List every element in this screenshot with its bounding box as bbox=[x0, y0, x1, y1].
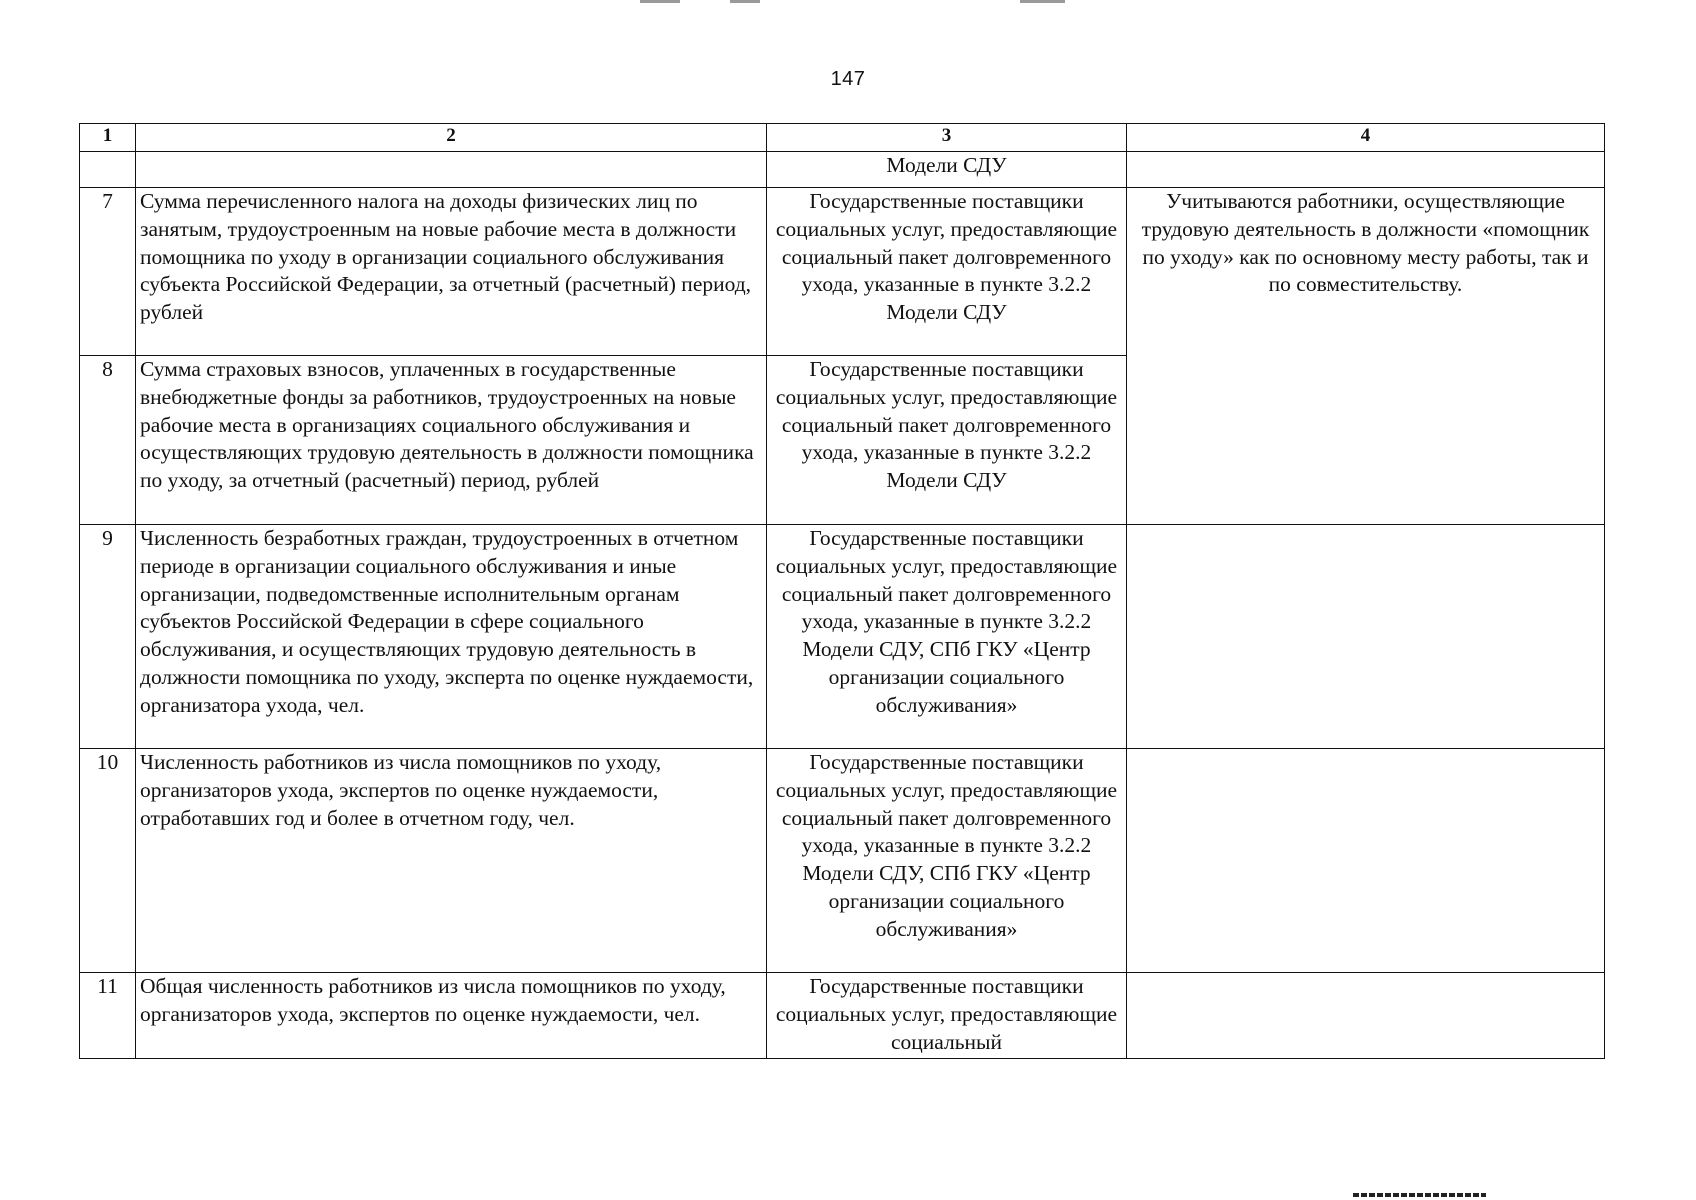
row-number-cell: 11 bbox=[80, 973, 136, 1059]
note-cell bbox=[1127, 749, 1605, 973]
source-cell: Государственные поставщики социальных услуг, предоставляющие социальный пакет долговременного ухода, указанные в пункте 3.2.2 Модели СДУ bbox=[767, 188, 1127, 356]
table-row bbox=[80, 525, 1605, 749]
description-cell: Численность работников из числа помощников по уходу, организаторов ухода, экспертов по оценке нуждаемости, отработавших год и более в отчетном году, чел. bbox=[136, 749, 767, 973]
source-cell: Государственные поставщики социальных услуг, предоставляющие социальный bbox=[767, 973, 1127, 1059]
row-number-cell: 10 bbox=[80, 749, 136, 973]
source-cell: Государственные поставщики социальных услуг, предоставляющие социальный пакет долговременного ухода, указанные в пункте 3.2.2 Модели СДУ bbox=[767, 356, 1127, 525]
header-cell-2: 2 bbox=[136, 124, 767, 152]
scan-top-artifact bbox=[640, 0, 1070, 4]
source-cell: Государственные поставщики социальных услуг, предоставляющие социальный пакет долговременного ухода, указанные в пункте 3.2.2 Модели СДУ, СПб ГКУ «Центр организации социального обслуживания» bbox=[767, 525, 1127, 749]
description-cell: Сумма страховых взносов, уплаченных в государственные внебюджетные фонды за работников, трудоустроенных на новые рабочие места в организациях социального обслуживания и осуществляющих трудовую деятельность в должности помощника по уходу, за отчетный (расчетный) период, рублей bbox=[136, 356, 767, 525]
continuation-row bbox=[80, 152, 1605, 188]
description-cell: Сумма перечисленного налога на доходы физических лиц по занятым, трудоустроенным на новые рабочие места в должности помощника по уходу в организации социального обслуживания субъекта Российской Федерации, за отчетный (расчетный) период, рублей bbox=[136, 188, 767, 356]
row-number-cell: 9 bbox=[80, 525, 136, 749]
note-cell bbox=[1127, 152, 1605, 188]
description-cell: Численность безработных граждан, трудоустроенных в отчетном периоде в организации социального обслуживания и иные организации, подведомственные исполнительным органам субъектов Российской Федерации в сфере социального обслуживания, и осуществляющих трудовую деятельность в должности помощника по уходу, эксперта по оценке нуждаемости, организатора ухода, чел. bbox=[136, 525, 767, 749]
note-cell bbox=[1127, 973, 1605, 1059]
description-cell: Общая численность работников из числа помощников по уходу, организаторов ухода, экспертов по оценке нуждаемости, чел. bbox=[136, 973, 767, 1059]
source-cell: Модели СДУ bbox=[767, 152, 1127, 188]
table-row bbox=[80, 749, 1605, 973]
note-cell: Учитываются работники, осуществляющие трудовую деятельность в должности «помощник по уходу» как по основному месту работы, так и по совместительству. bbox=[1127, 188, 1605, 356]
header-cell-1: 1 bbox=[80, 124, 136, 152]
table-row bbox=[80, 356, 1605, 525]
source-cell: Государственные поставщики социальных услуг, предоставляющие социальный пакет долговременного ухода, указанные в пункте 3.2.2 Модели СДУ, СПб ГКУ «Центр организации социального обслуживания» bbox=[767, 749, 1127, 973]
row-number-cell: 8 bbox=[80, 356, 136, 525]
header-cell-4: 4 bbox=[1127, 124, 1605, 152]
note-cell bbox=[1127, 525, 1605, 749]
description-cell bbox=[136, 152, 767, 188]
header-cell-3: 3 bbox=[767, 124, 1127, 152]
table-row bbox=[80, 973, 1605, 1059]
row-number-cell: 7 bbox=[80, 188, 136, 356]
table-header-row bbox=[80, 124, 1605, 152]
scan-bottom-artifact bbox=[1353, 1193, 1486, 1197]
page-number: 147 bbox=[830, 68, 866, 90]
row-number-cell bbox=[80, 152, 136, 188]
note-cell bbox=[1127, 356, 1605, 525]
table-row bbox=[80, 188, 1605, 356]
indicators-table bbox=[79, 123, 1605, 1059]
